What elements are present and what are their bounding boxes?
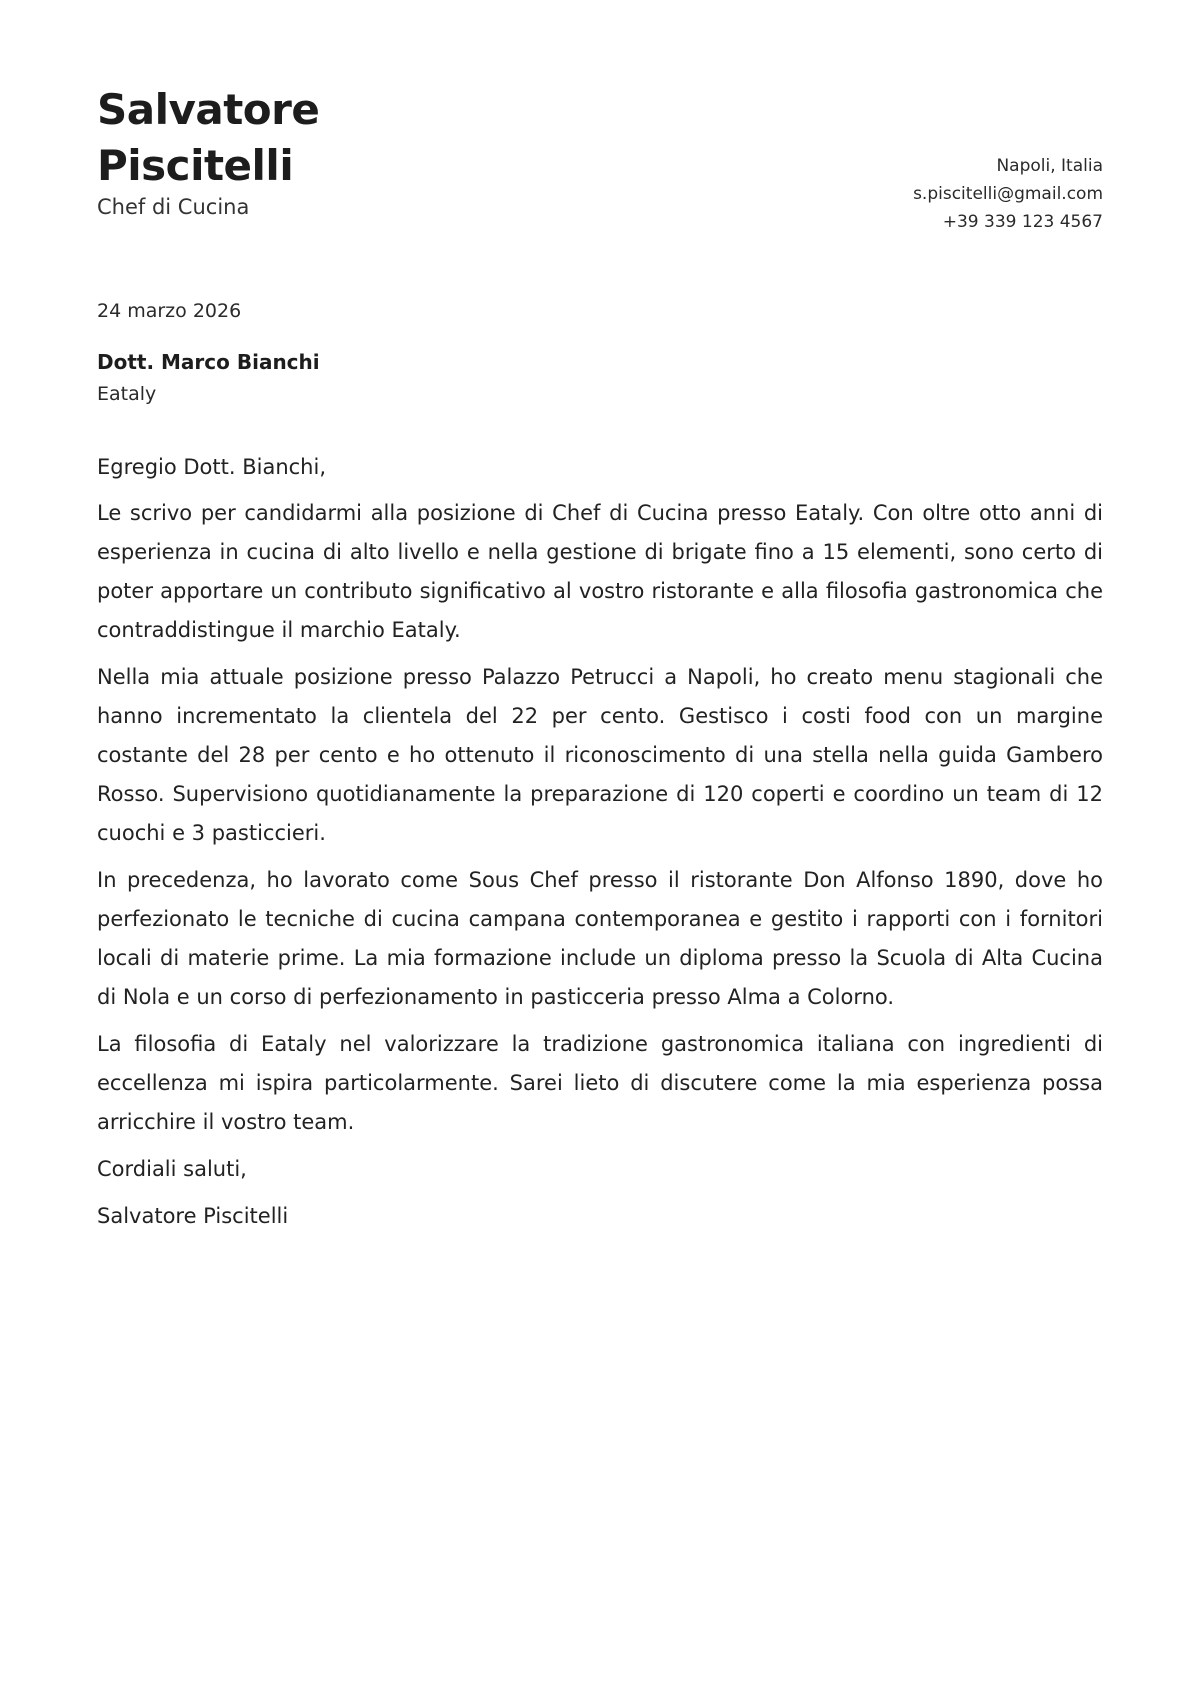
letter-paragraph: In precedenza, ho lavorato come Sous Chef presso il ristorante Don Alfonso 1890, dove ho perfezionato le tecniche di cucina campana contemporanea e gestito i rapporti con i fornitori locali di materie prime. La mia formazione include un diploma presso la Scuola di Alta Cucina di Nola e un corso di perfezionamento in pasticceria presso Alma a Colorno. [97,868,1103,1009]
contact-location: Napoli, Italia [996,156,1103,176]
contact-phone: +39 339 123 4567 [942,212,1103,232]
applicant-role: Chef di Cucina [97,195,250,219]
letter-closing: Cordiali saluti, [97,1157,247,1181]
recipient-name: Dott. Marco Bianchi [97,350,320,374]
cover-letter-page [97,82,1103,1228]
applicant-first-name: Salvatore [97,85,320,134]
contact-email: s.piscitelli@gmail.com [913,184,1103,204]
name-block [97,82,319,222]
letter-header [97,82,1103,242]
recipient-block [97,346,320,410]
letter-paragraph: Le scrivo per candidarmi alla posizione di Chef di Cucina presso Eataly. Con oltre otto anni di esperienza in cucina di alto livello e nella gestione di brigate fino a 15 elementi, sono certo di poter apportare un contributo significativo al vostro ristorante e alla filosofia gastronomica che contraddistingue il marchio Eataly. [97,501,1103,642]
letter-salutation: Egregio Dott. Bianchi, [97,455,327,479]
letter-body [97,448,1103,1244]
letter-signature: Salvatore Piscitelli [97,1204,289,1228]
recipient-company: Eataly [97,383,157,405]
applicant-last-name-wrap [97,138,293,194]
letter-paragraph: La filosofia di Eataly nel valorizzare la tradizione gastronomica italiana con ingredienti di eccellenza mi ispira particolarmente. Sarei lieto di discutere come la mia esperienza possa arricchire il vostro team. [97,1032,1103,1134]
letter-paragraph: Nella mia attuale posizione presso Palazzo Petrucci a Napoli, ho creato menu stagionali che hanno incrementato la clientela del 22 per cento. Gestisco i costi food con un margine costante del 28 per cento e ho ottenuto il riconoscimento di una stella nella guida Gambero Rosso. Supervisiono quotidianamente la preparazione di 120 coperti e coordino un team di 12 cuochi e 3 pasticcieri. [97,665,1103,845]
contact-info [913,152,1103,236]
applicant-last-name: Piscitelli [97,141,294,190]
applicant-name [97,82,319,194]
letter-date: 24 marzo 2026 [97,300,242,322]
